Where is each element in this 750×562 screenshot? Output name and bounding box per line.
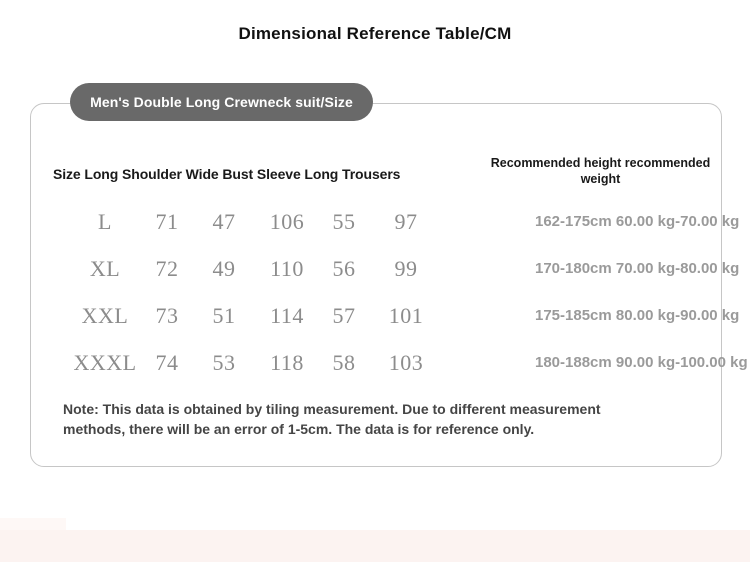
measurements-column-header: Size Long Shoulder Wide Bust Sleeve Long Trousers: [53, 166, 401, 182]
recommendation-cell: 180-188cm 90.00 kg-100.00 kg: [535, 354, 748, 371]
shoulder-cell: 49: [212, 255, 236, 281]
recommendation-column-header: [473, 156, 728, 187]
table-row: [31, 339, 748, 386]
recommendation-cell: 162-175cm 60.00 kg-70.00 kg: [535, 213, 740, 230]
sleeve-cell: 56: [332, 255, 356, 281]
size-table-rows: [31, 198, 748, 386]
sleeve-cell: 55: [332, 208, 356, 234]
sleeve-cell: 58: [332, 349, 356, 375]
trousers-cell: 97: [394, 208, 418, 234]
size-chart-tab: Men's Double Long Crewneck suit/Size: [70, 83, 373, 121]
recommendation-cell: 170-180cm 70.00 kg-80.00 kg: [535, 260, 740, 277]
sleeve-cell: 57: [332, 302, 356, 328]
recommendation-header-line1: Recommended height recommended: [490, 156, 711, 170]
shoulder-cell: 47: [212, 208, 236, 234]
shoulder-cell: 51: [212, 302, 236, 328]
bust-cell: 110: [270, 255, 304, 281]
size-cell: XL: [89, 255, 121, 281]
footer-band: [0, 530, 750, 562]
length-cell: 71: [155, 208, 179, 234]
recommendation-header-line2: weight: [580, 171, 621, 186]
bust-cell: 106: [269, 208, 305, 234]
size-cell: XXXL: [73, 349, 137, 375]
note-line2: methods, there will be an error of 1-5cm. The data is for reference only.: [63, 420, 535, 437]
table-row: [31, 245, 740, 292]
note-line1: Note: This data is obtained by tiling measurement. Due to different measurement: [63, 401, 601, 417]
length-cell: 72: [155, 255, 179, 281]
length-cell: 74: [155, 349, 179, 375]
table-row: [31, 292, 740, 339]
measurement-note: [63, 400, 703, 440]
trousers-cell: 103: [388, 349, 424, 375]
size-cell: L: [98, 208, 112, 234]
trousers-cell: 101: [388, 302, 424, 328]
length-cell: 73: [155, 302, 179, 328]
bust-cell: 114: [270, 302, 304, 328]
trousers-cell: 99: [394, 255, 418, 281]
size-cell: XXL: [81, 302, 129, 328]
bust-cell: 118: [270, 349, 304, 375]
shoulder-cell: 53: [212, 349, 236, 375]
table-row: [31, 198, 740, 245]
page-title: Dimensional Reference Table/CM: [238, 24, 512, 43]
size-chart-box: [30, 103, 748, 467]
recommendation-cell: 175-185cm 80.00 kg-90.00 kg: [535, 307, 740, 324]
